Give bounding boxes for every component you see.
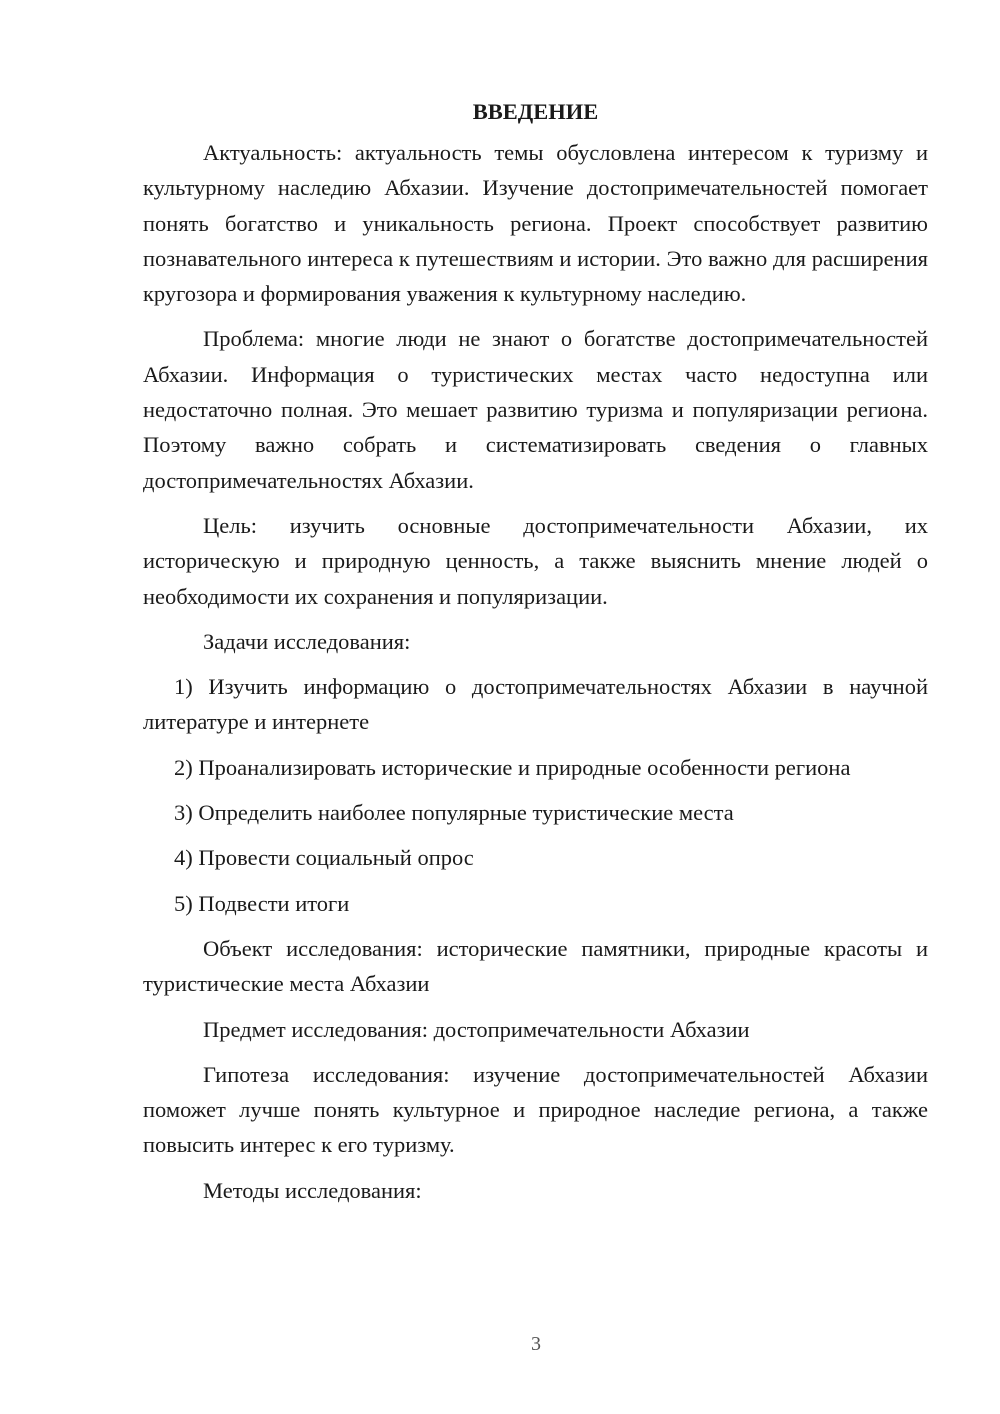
- paragraph-subject: Предмет исследования: достопримечательности Абхазии: [203, 1016, 750, 1042]
- list-item: 3) Определить наиболее популярные туристические места: [174, 800, 734, 826]
- paragraph-methods-title: Методы исследования:: [203, 1177, 422, 1203]
- paragraph-problem: Проблема: многие люди не знают о богатстве достопримечательностей Абхазии. Информация о туристических местах часто недоступна или недостаточно полная. Это мешает развитию туризма и популяризации региона. Поэтому важно собрать и систематизировать сведения о главных достопримечательностях Абхазии.: [143, 326, 928, 493]
- page-number: 3: [531, 1333, 541, 1355]
- paragraph-relevance: Актуальность: актуальность темы обусловлена интересом к туризму и культурному наследию Абхазии. Изучение достопримечательностей помогает понять богатство и уникальность региона. Проект способствует развитию познавательного интереса к путешествиям и истории. Это важно для расширения кругозора и формирования уважения к культурному наследию.: [143, 140, 928, 307]
- tasks-list: [143, 669, 928, 921]
- list-item: 4) Провести социальный опрос: [174, 845, 474, 871]
- section-heading: ВВЕДЕНИЕ: [472, 99, 599, 124]
- list-item: 2) Проанализировать исторические и природные особенности региона: [174, 754, 851, 780]
- list-item: 1) Изучить информацию о достопримечательностях Абхазии в научной литературе и интернете: [143, 674, 928, 735]
- paragraph-hypothesis: Гипотеза исследования: изучение достопримечательностей Абхазии поможет лучше понять культурное и природное наследие региона, а также повысить интерес к его туризму.: [143, 1061, 928, 1158]
- paragraph-tasks-title: Задачи исследования:: [203, 628, 411, 654]
- document-page: [143, 95, 928, 1218]
- paragraph-goal: Цель: изучить основные достопримечательности Абхазии, их историческую и природную ценность, а также выяснить мнение людей о необходимости их сохранения и популяризации.: [143, 512, 928, 609]
- list-item: 5) Подвести итоги: [174, 890, 350, 916]
- paragraph-object: Объект исследования: исторические памятники, природные красоты и туристические места Абхазии: [143, 935, 928, 997]
